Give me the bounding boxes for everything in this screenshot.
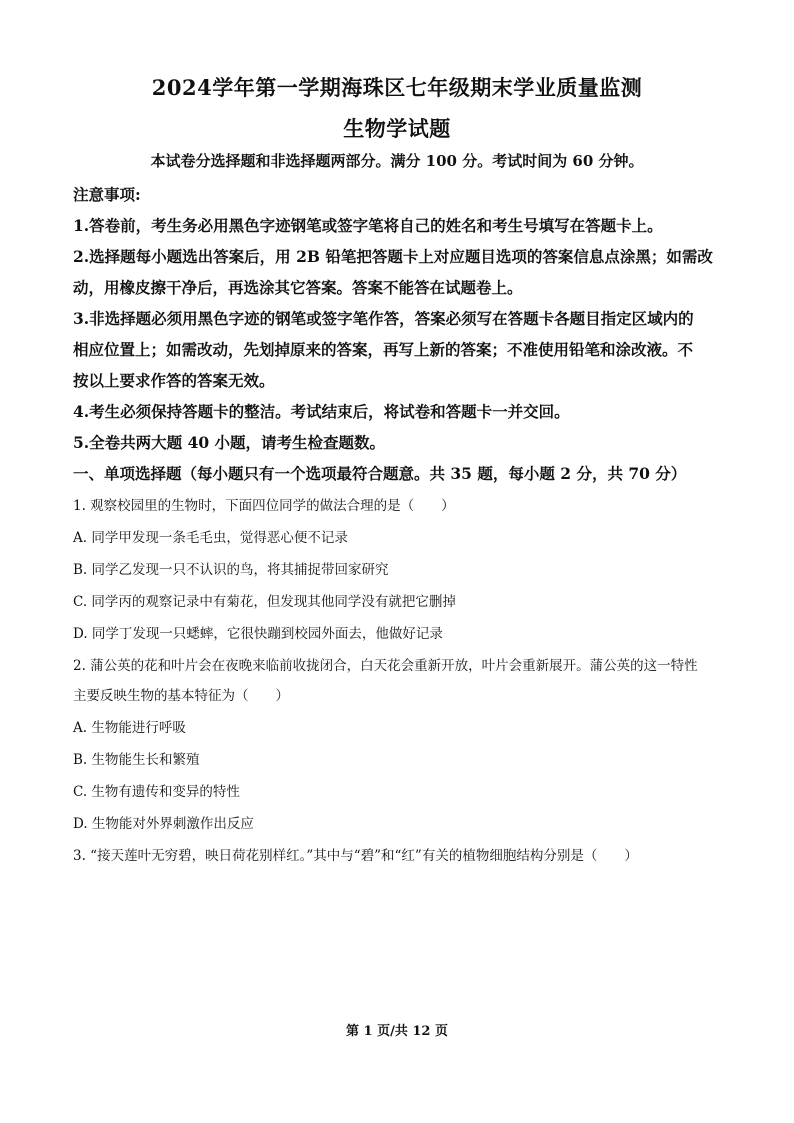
q1-stem: 1. 观察校园里的生物时，下面四位同学的做法合理的是（ ）: [73, 498, 455, 514]
note-line-8: 5.全卷共两大题 40 小题，请考生检查题数。: [73, 433, 386, 452]
q2-option-d: D. 生物能对外界刺激作出反应: [73, 816, 254, 832]
q1-option-d: D. 同学丁发现一只蟋蟀，它很快蹦到校园外面去，他做好记录: [73, 626, 443, 642]
note-line-6: 按以上要求作答的答案无效。: [73, 371, 275, 390]
q1-option-c: C. 同学丙的观察记录中有菊花，但发现其他同学没有就把它删掉: [73, 594, 456, 610]
q1-option-a: A. 同学甲发现一条毛毛虫，觉得恶心便不记录: [73, 530, 348, 546]
q2-stem-line-2: 主要反映生物的基本特征为（ ）: [73, 688, 289, 704]
q1-option-b: B. 同学乙发现一只不认识的鸟，将其捕捉带回家研究: [73, 562, 389, 578]
exam-info: 本试卷分选择题和非选择题两部分。满分 100 分。考试时间为 60 分钟。: [150, 152, 644, 170]
q2-option-c: C. 生物有遗传和变异的特性: [73, 784, 240, 800]
section-heading: 一、单项选择题（每小题只有一个选项最符合题意。共 35 题，每小题 2 分，共 70 分）: [73, 464, 687, 483]
q3-stem: 3. “接天莲叶无穷碧，映日荷花别样红。”其中与“碧”和“红”有关的植物细胞结构分别是（ ）: [73, 848, 638, 864]
page-number: 第 1 页/共 12 页: [346, 1024, 448, 1039]
q2-option-a: A. 生物能进行呼吸: [73, 720, 186, 736]
note-line-1: 1.答卷前，考生务必用黑色字迹钢笔或签字笔将自己的姓名和考生号填写在答题卡上。: [73, 216, 663, 235]
note-line-3: 动，用橡皮擦干净后，再选涂其它答案。答案不能答在试题卷上。: [73, 278, 523, 297]
note-line-7: 4.考生必须保持答题卡的整洁。考试结束后，将试卷和答题卡一并交回。: [73, 402, 570, 421]
notes-heading: 注意事项:: [73, 185, 141, 204]
q2-option-b: B. 生物能生长和繁殖: [73, 752, 200, 768]
note-line-5: 相应位置上；如需改动，先划掉原来的答案，再写上新的答案；不准使用铅笔和涂改液。不: [73, 340, 694, 359]
q2-stem-line-1: 2. 蒲公英的花和叶片会在夜晚来临前收拢闭合，白天花会重新开放，叶片会重新展开。蒲公英的这一特性: [73, 658, 698, 674]
subject-title: 生物学试题: [343, 116, 451, 141]
note-line-2: 2.选择题每小题选出答案后，用 2B 铅笔把答题卡上对应题目选项的答案信息点涂黑；如需改: [73, 247, 713, 266]
note-line-4: 3.非选择题必须用黑色字迹的钢笔或签字笔作答，答案必须写在答题卡各题目指定区域内的: [73, 309, 694, 328]
exam-title: 2024学年第一学期海珠区七年级期末学业质量监测: [151, 75, 643, 100]
